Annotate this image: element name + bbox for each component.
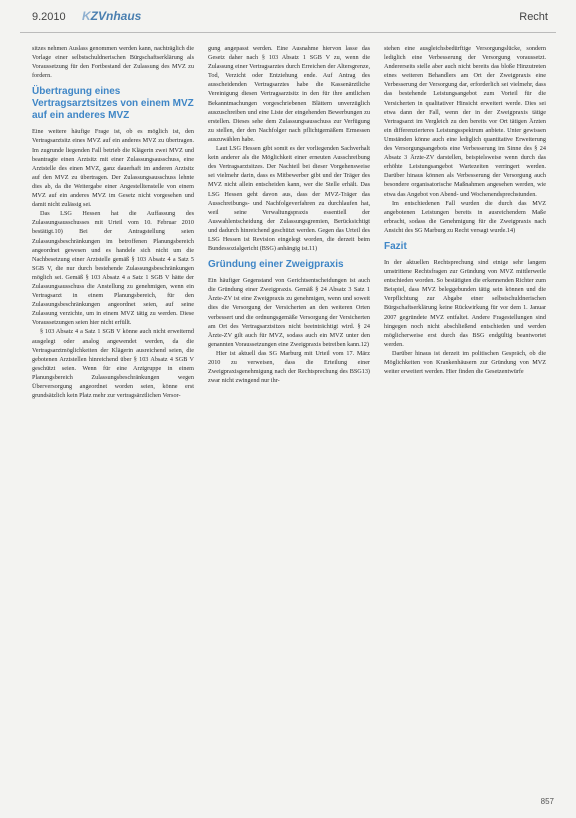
paragraph: stehen eine ausgleichsbedürftige Versorgungslücke, sondern lediglich eine Verbesserung der Versorgung voraussetzt. Andererseits stelle aber auch nicht bereits das bloße Hinzutreten eines weiteren Behandlers am Ort der Zweigpraxis eine Verbesserung der Versorgung dar, erforderlich sei vielmehr, dass das bestehende Leistungsangebot zum Vorteil für die Versicherten in qualitativer Hinsicht erweitert werde. Dies sei etwa dann der Fall, wenn der in der Zweigpraxis tätige Vertragsarzt im Vergleich zu den bereits vor Ort tätigen Ärzten ein differenzierteres Leistungsspektrum anbiete. Unter gewissen Umständen könne auch eine lediglich quantitative Erweiterung des Versorgungsangebots eine Verbesserung im Sinne des § 24 Absatz 3 Ärzte-ZV darstellen, beispielsweise wenn durch das erhöhte Leistungsangebot Wartezeiten verringert werden. Darüber hinaus können als Verbesserung der Versorgung auch besondere organisatorische Maßnahmen angesehen werden, wie etwa das Angebot von Abend- und Wochenendsprechstunden. — [384, 45, 546, 198]
page-header — [20, 8, 556, 33]
text-column-2 — [208, 44, 370, 385]
paragraph: § 103 Absatz 4 a Satz 1 SGB V könne auch nicht erweiternd ausgelegt oder analog angewendet werden, da die Vertragsarztmöglichkeiten der Klägerin ausreichend seien, die gebotenen Arztstellen hinreichend über § 103 Absatz 4 SGB V geschützt seien. Wenn für eine Arztgruppe in einem Planungsbereich Zulassungsbeschränkungen wegen Überversorgung angeordnet worden seien, könne erst grundsätzlich kein Platz mehr zur vertragsärztlichen Versor- — [32, 328, 194, 400]
paragraph: Eine weitere häufige Frage ist, ob es möglich ist, den Vertragsarztsitz eines MVZ auf ein anderes MVZ zu übertragen. Im zugrunde liegenden Fall betrieb die Klägerin zwei MVZ und beantragte einen Arztsitz mit einer Zulassungsausschuss, eine Arztstelle des einen MVZ, ganz dauerhaft im anderen Arztsitz auf den MVZ zu übertragen. Der Zulassungsausschuss lehnte dies ab, da die Weitergabe einer Angestelltenstelle von einem MVZ auf ein anderes MVZ im Gesetz nicht vorgesehen und damit nicht zulässig sei. — [32, 128, 194, 209]
section-title: Recht — [519, 11, 548, 23]
paragraph: Das LSG Hessen hat die Auffassung des Zulassungsausschusses mit Urteil vom 10. Februar 2010 bestätigt.10) Bei der Antragstellung seien Zulassungsbeschränkungen im betroffenen Planungsbereich angeordnet gewesen und es handele sich nicht um die Nachbesetzung einer Arztstelle gemäß § 103 Absatz 4 a Satz 5 SGB V, die nur durch bestehende Zulassungsbeschränkungen möglich sei. Gemäß § 103 Absatz 4 a Satz 1 SGB V hätte der Zulassungsausschuss die Anstellung zu genehmigen, wenn ein Vertragsarzt in einem Planungsbereich, für den Zulassungsbeschränkungen angeordnet seien, auf seine Zulassung verzichte, um in einem MVZ tätig zu werden. Diese Voraussetzungen seien hier nicht erfüllt. — [32, 210, 194, 327]
magazine-logo — [82, 9, 141, 23]
text-column-1 — [32, 44, 194, 400]
paragraph: sitzes nehmen Auslass genommen werden kann, nachträglich die Vorlage einer selbstschuldnerischen Bürgschaftserklärung als Voraussetzung für den Fortbestand der Zulassung des MVZ zu fordern. — [32, 45, 194, 80]
paragraph: In der aktuellen Rechtsprechung sind einige sehr langem umstrittene Rechtsfragen zur Gründung von MVZ mittlerweile entschieden worden. So bestätigten die erkennenden Richter zum Beispiel, dass MVZ beleggebunden tätig sein können und die Verpflichtung zur Abgabe einer selbstschuldnerischen Bürgschaftserklärung keine Rückwirkung für vor dem 1. Januar 2007 gegründete MVZ entfaltet. Andere Fragestellungen sind hingegen noch nicht abschließend entschieden und werden möglicherweise erst durch das BSG endgültig beantwortet werden. — [384, 258, 546, 348]
logo-text: ZVnhaus — [90, 9, 142, 23]
issue-number: 9.2010 — [32, 11, 66, 23]
paragraph: Hier ist aktuell das SG Marburg mit Urteil vom 17. März 2010 zu verweisen, dass die Erteilung einer Zweigpraxisgenehmigung nach der Rechtsprechung des BSG13) zwar nicht zwingend nur ihr- — [208, 349, 370, 385]
page-number: 857 — [540, 797, 554, 806]
paragraph: Laut LSG Hessen gibt somit es der vorliegenden Sachverhalt kein anderer als die Möglichkeit einer erneuten Ausschreibung des Vertragsarztsitzes. Der Nachteil bei dieser Vorgehensweise sei vielmehr darin, dass es Mitbewerber gibt und der Träger des MVZ nicht allein entscheiden kann, wer die Stelle erhält. Das LSG Hessen geht davon aus, dass der MVZ-Träger das Ausschreibungs- und Nachfolgeverfahren zu durchlaufen hat, weil seine Verwaltungspraxis essentiell der Auswahlentscheidung der Zulassungsgremien, Berücksichtigt und dadurch hinreichend geschützt werden. Gegen das Urteil des LSG Hessen ist Revision eingelegt worden, die derzeit beim Bundessozialgericht (BSG) anhängig ist.11) — [208, 145, 370, 253]
section-heading: Übertragung eines Vertragsarztsitzes von einem MVZ auf ein anderes MVZ — [32, 86, 194, 122]
section-heading: Gründung einer Zweigpraxis — [208, 259, 344, 271]
paragraph: Ein häufiger Gegenstand von Gerichtsentscheidungen ist auch die Gründung einer Zweigpraxis. Gemäß § 24 Absatz 3 Satz 1 Ärzte-ZV ist eine Zweigpraxis zu genehmigen, wenn und soweit dies die Versorgung der Versicherten an den weiteren Orten verbessert und die ordnungsgemäße Versorgung der Versicherten am Ort des Vertragsarztsitzes nicht beeinträchtigt wird. § 24 Ärzte-ZV gilt auch für MVZ, sodass auch ein MVZ unter den genannten Voraussetzungen eine Zweigpraxis betreiben kann.12) — [208, 277, 370, 348]
paragraph: gung angepasst werden. Eine Ausnahme hiervon lasse das Gesetz daher nach § 103 Absatz 1 SGB V zu, wenn die Zulassung einer Vertragsarztes durch Erreichen der Altersgrenze, Tod, Verzicht oder Entziehung ende. Auf Antrag des ausscheidenden Vertragsarztes habe die Kassenärztliche Vereinigung diesen Vertragsarztsitz in den für ihre amtlichen Bekanntmachungen vorgeschriebenen Blättern unverzüglich auszuschreiben und eine Liste der eingehenden Bewerbungen zu erstellen. Dieses sehe dem Zulassungsausschuss zur Verfügung zu stellen, der den Nachfolger nach pflichtgemäßem Ermessen auszuwählen habe. — [208, 45, 370, 143]
paragraph: Im entschiedenen Fall wurden die durch das MVZ angebotenen Leistungen bereits in ausreichendem Maße erbracht, sodass die Genehmigung für die Zweigpraxis nach Ansicht des SG Marburg zu Recht versagt wurde.14) — [384, 199, 546, 234]
text-column-3 — [384, 44, 546, 376]
section-heading: Fazit — [384, 240, 407, 252]
logo-mark: K — [82, 9, 91, 23]
paragraph: Darüber hinaus ist derzeit im politischen Gespräch, ob die Möglichkeiten von Krankenhäusern zur Gründung von MVZ weiter erweitert werden. Hier finden die Gesetzentwürfe — [384, 349, 546, 376]
